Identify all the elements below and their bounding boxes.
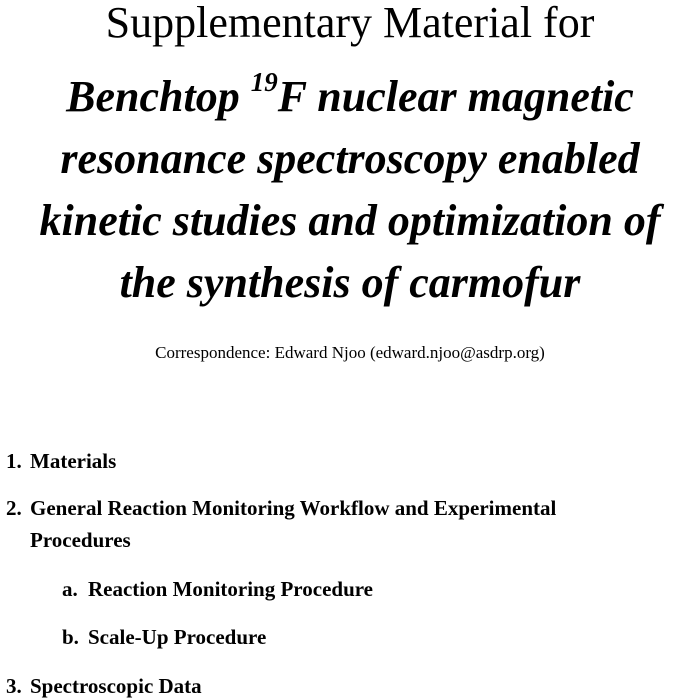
title-line-supplementary: Supplementary Material for xyxy=(105,0,595,47)
title-line-synthesis: the synthesis of carmofur xyxy=(119,258,581,307)
title-benchtop-text: Benchtop xyxy=(66,72,251,121)
toc-label: Spectroscopic Data xyxy=(30,674,202,698)
toc-number: 2. xyxy=(6,496,22,520)
toc-label: Reaction Monitoring Procedure xyxy=(88,577,374,601)
toc-label-continuation: Procedures xyxy=(30,528,131,552)
toc-label: Scale-Up Procedure xyxy=(88,625,267,649)
title-isotope-superscript: 19 xyxy=(250,67,278,98)
correspondence-line: Correspondence: Edward Njoo (edward.njoo@asdrp.org) xyxy=(155,343,545,362)
toc-label: Materials xyxy=(30,449,117,473)
paper-title xyxy=(0,66,700,314)
toc-number: 3. xyxy=(6,674,22,698)
toc-item-reaction-monitoring xyxy=(62,577,373,601)
toc-item-materials xyxy=(6,449,116,473)
toc-number: b. xyxy=(62,625,79,649)
title-line-benchtop xyxy=(0,66,700,128)
toc-item-general-workflow-cont xyxy=(30,528,131,552)
title-nmr-text: F nuclear magnetic xyxy=(277,72,634,121)
document-title xyxy=(0,0,700,314)
toc-number: a. xyxy=(62,577,78,601)
title-line-kinetic: kinetic studies and optimization of xyxy=(39,196,661,245)
title-line-resonance: resonance spectroscopy enabled xyxy=(60,134,640,183)
toc-item-spectroscopic-data xyxy=(6,674,202,698)
toc-label: General Reaction Monitoring Workflow and Experimental xyxy=(30,496,557,520)
toc-item-scale-up xyxy=(62,625,266,649)
toc-item-general-workflow xyxy=(6,496,556,520)
toc-number: 1. xyxy=(6,449,22,473)
